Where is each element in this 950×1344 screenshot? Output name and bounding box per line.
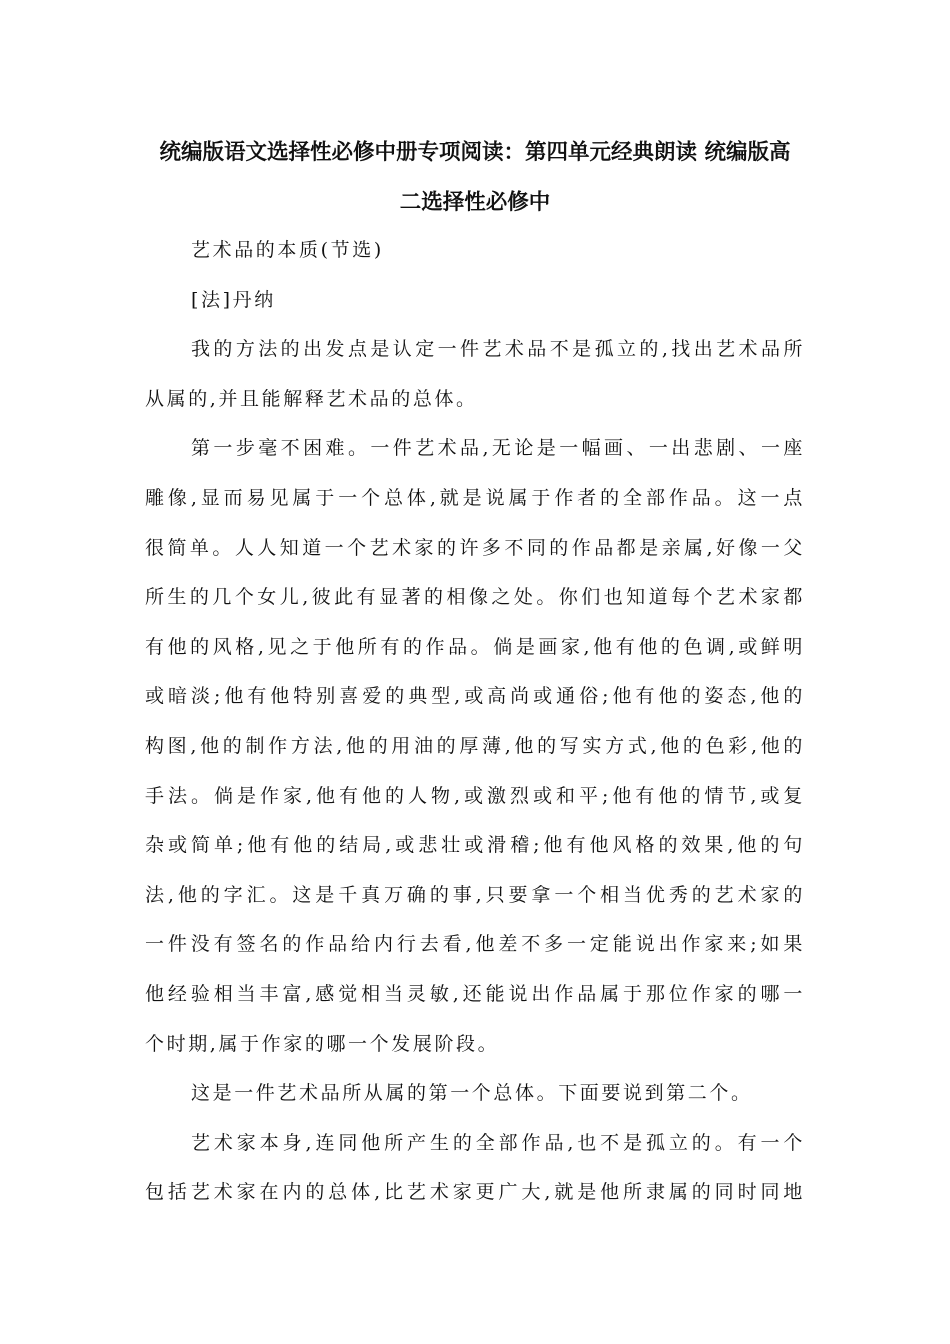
paragraph-line: 他经验相当丰富,感觉相当灵敏,还能说出作品属于那位作家的哪一 [145, 982, 805, 1005]
paragraph-line: 法,他的字汇。这是千真万确的事,只要拿一个相当优秀的艺术家的 [145, 883, 805, 906]
paragraph [145, 1069, 805, 1119]
paragraph-line: 这是一件艺术品所从属的第一个总体。下面要说到第二个。 [191, 1082, 753, 1105]
paragraph [145, 1119, 805, 1218]
document-title [143, 128, 807, 228]
title-line-1: 统编版语文选择性必修中册专项阅读：第四单元经典朗读 统编版高 [159, 140, 791, 165]
article-author: [法]丹纳 [191, 288, 276, 311]
paragraph-line: 或暗淡;他有他特别喜爱的典型,或高尚或通俗;他有他的姿态,他的 [145, 685, 805, 708]
paragraph-line: 雕像,显而易见属于一个总体,就是说属于作者的全部作品。这一点 [145, 486, 805, 509]
paragraph-line: 个时期,属于作家的哪一个发展阶段。 [145, 1032, 500, 1055]
paragraph [145, 424, 805, 1069]
paragraph-line: 一件没有签名的作品给内行去看,他差不多一定能说出作家来;如果 [145, 933, 805, 956]
paragraph-line: 杂或简单;他有他的结局,或悲壮或滑稽;他有他风格的效果,他的句 [145, 834, 805, 857]
paragraph-line: 包括艺术家在内的总体,比艺术家更广大,就是他所隶属的同时同地 [145, 1181, 805, 1204]
paragraph-line: 艺术家本身,连同他所产生的全部作品,也不是孤立的。有一个 [191, 1131, 805, 1154]
article-heading: 艺术品的本质(节选) [191, 239, 384, 261]
paragraph-line: 第一步毫不困难。一件艺术品,无论是一幅画、一出悲剧、一座 [191, 437, 805, 460]
paragraph-line: 所生的几个女儿,彼此有显著的相像之处。你们也知道每个艺术家都 [145, 586, 805, 609]
paragraph-line: 很简单。人人知道一个艺术家的许多不同的作品都是亲属,好像一父 [145, 536, 805, 559]
paragraph-line: 有他的风格,见之于他所有的作品。倘是画家,他有他的色调,或鲜明 [145, 635, 805, 658]
paragraph [145, 325, 805, 424]
paragraph-line: 我的方法的出发点是认定一件艺术品不是孤立的,找出艺术品所 [191, 338, 805, 361]
paragraph-line: 从属的,并且能解释艺术品的总体。 [145, 387, 478, 410]
title-line-2: 二选择性必修中 [399, 190, 551, 215]
paragraph-line: 手法。倘是作家,他有他的人物,或激烈或和平;他有他的情节,或复 [145, 784, 805, 807]
article-body [145, 226, 805, 1218]
paragraph-line: 构图,他的制作方法,他的用油的厚薄,他的写实方式,他的色彩,他的 [145, 734, 805, 757]
